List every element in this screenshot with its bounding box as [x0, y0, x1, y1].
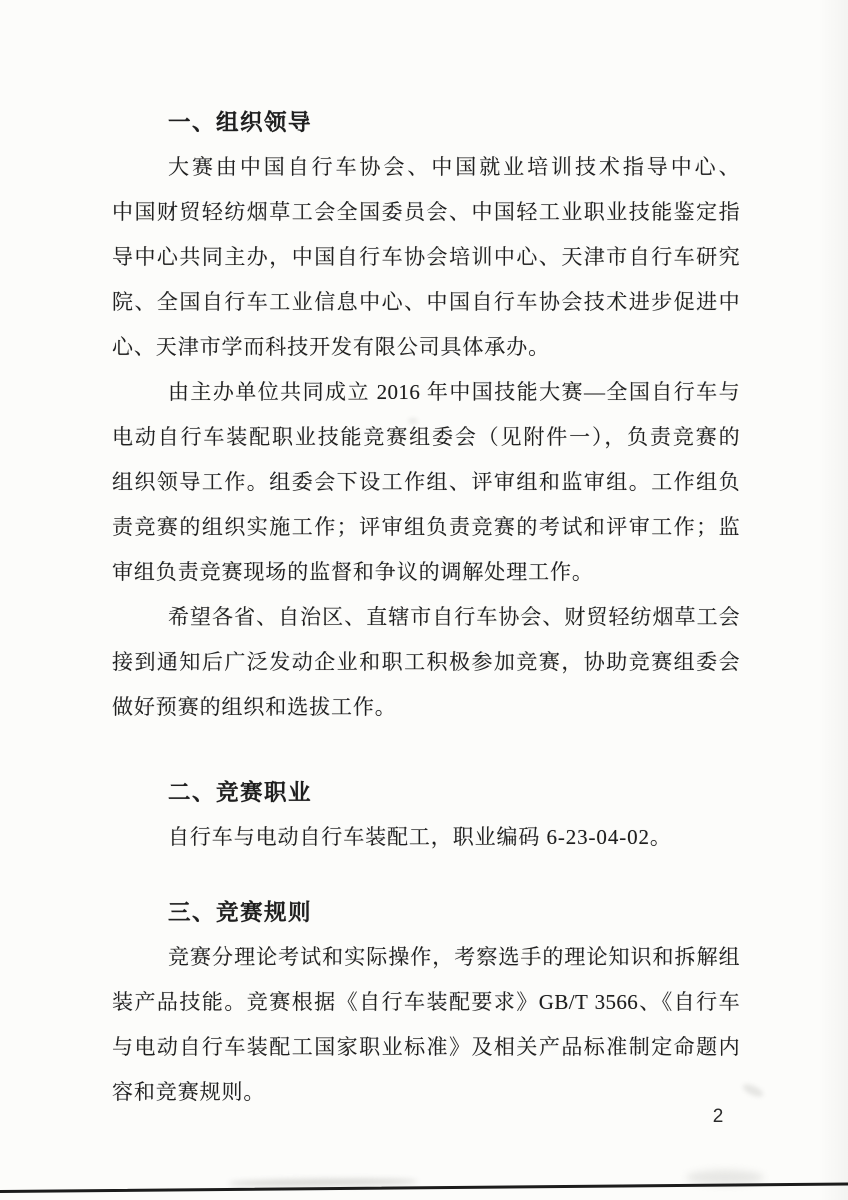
scan-artifact	[741, 1082, 765, 1099]
section-heading-competition-rules: 三、竞赛规则	[168, 900, 313, 925]
text-line: 与电动自行车装配工国家职业标准》及相关产品标准制定命题内	[112, 1035, 740, 1059]
section-heading-competition-occupation: 二、竞赛职业	[168, 780, 313, 805]
text-line: 竞赛分理论考试和实际操作，考察选手的理论知识和拆解组	[168, 945, 740, 969]
text-line: 责竞赛的组织实施工作；评审组负责竞赛的考试和评审工作；监	[112, 515, 740, 539]
text-line: 装产品技能。竞赛根据《自行车装配要求》GB/T 3566、《自行车	[112, 990, 740, 1014]
text-line: 做好预赛的组织和选拔工作。	[112, 695, 397, 719]
page-number: 2	[712, 1106, 724, 1127]
text-line: 组织领导工作。组委会下设工作组、评审组和监审组。工作组负	[112, 470, 740, 494]
text-line: 接到通知后广泛发动企业和职工积极参加竞赛，协助竞赛组委会	[112, 650, 740, 674]
text-line: 心、天津市学而科技开发有限公司具体承办。	[112, 335, 550, 359]
text-line: 导中心共同主办，中国自行车协会培训中心、天津市自行车研究	[112, 245, 740, 269]
text-line: 院、全国自行车工业信息中心、中国自行车协会技术进步促进中	[112, 290, 740, 314]
text-line: 由主办单位共同成立 2016 年中国技能大赛—全国自行车与	[168, 380, 740, 404]
text-line: 审组负责竞赛现场的监督和争议的调解处理工作。	[112, 560, 594, 584]
text-line: 自行车与电动自行车装配工，职业编码 6-23-04-02。	[168, 825, 672, 849]
text-line: 大赛由中国自行车协会、中国就业培训技术指导中心、	[168, 155, 740, 179]
text-line: 容和竞赛规则。	[112, 1080, 266, 1104]
document-body	[112, 100, 740, 1115]
scan-edge-line	[0, 1182, 848, 1193]
text-line: 电动自行车装配职业技能竞赛组委会（见附件一），负责竞赛的	[112, 425, 740, 449]
text-line: 希望各省、自治区、直辖市自行车协会、财贸轻纺烟草工会	[168, 605, 740, 629]
text-line: 中国财贸轻纺烟草工会全国委员会、中国轻工业职业技能鉴定指	[112, 200, 740, 224]
section-heading-organization-leadership: 一、组织领导	[168, 110, 313, 135]
